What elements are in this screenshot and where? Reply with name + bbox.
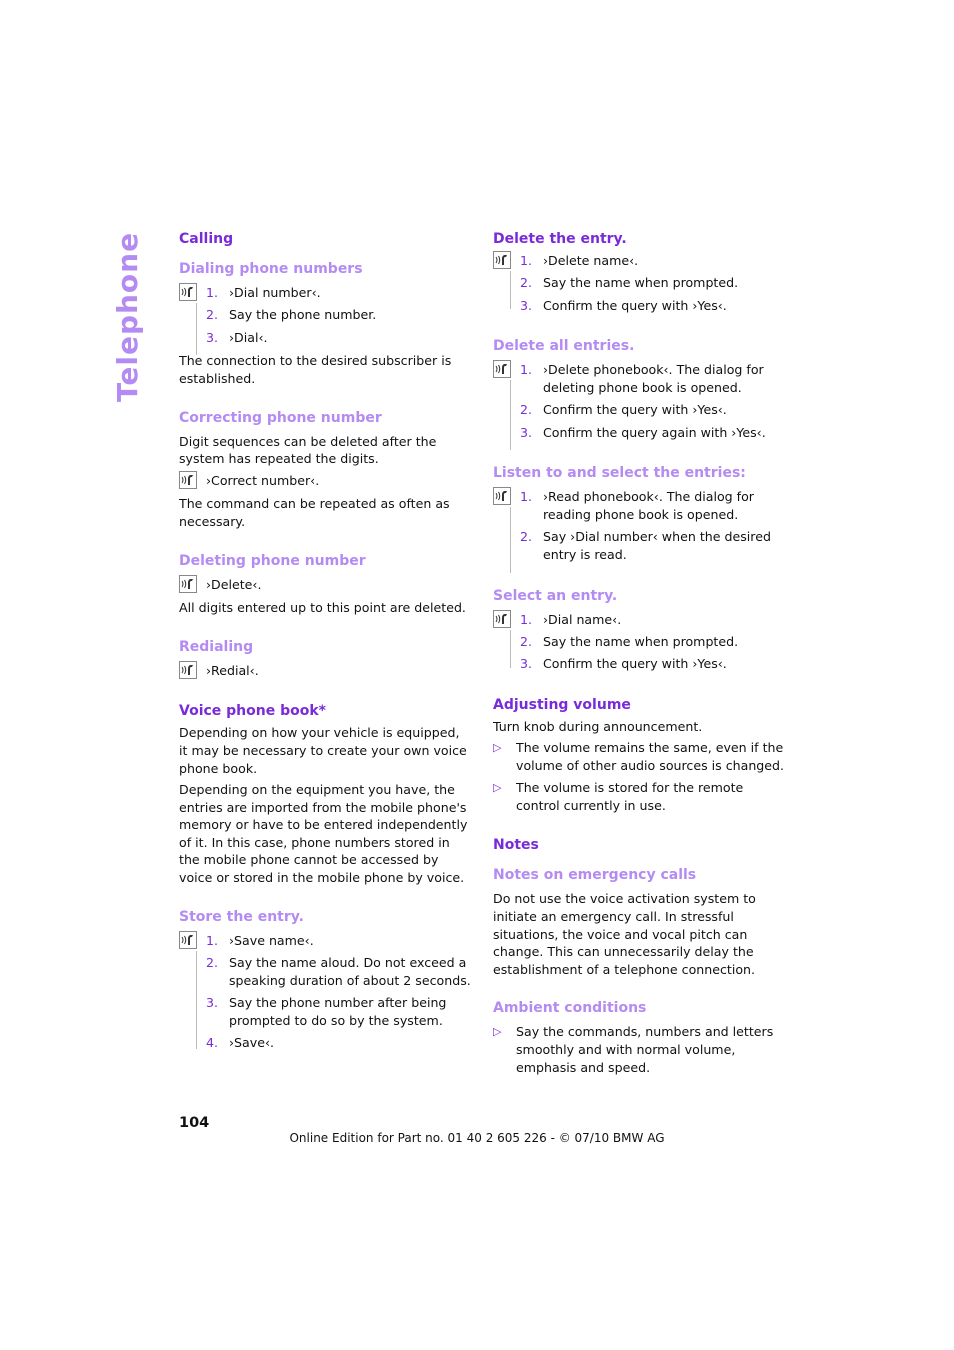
list-item: 3. Say the phone number after being prompted to do so by the system. — [206, 995, 447, 1028]
list-item: 1. ›Delete name‹. — [520, 253, 639, 268]
voice-command-icon — [179, 471, 197, 489]
voice-steps-select — [493, 611, 785, 673]
voice-command-icon — [493, 610, 511, 628]
command-text: ›Delete‹. — [206, 576, 262, 592]
list-item: 3. Confirm the query with ›Yes‹. — [520, 297, 727, 313]
list-item: ▷ Say the commands, numbers and letters smoothly and with normal volume, emphasis and speed. — [493, 1024, 774, 1075]
voice-steps-delete-all — [493, 361, 785, 441]
list-item: 3. Confirm the query with ›Yes‹. — [520, 656, 727, 672]
voice-command-delete — [179, 576, 471, 594]
triangle-bullet-icon: ▷ — [493, 1025, 502, 1039]
bullet-list-ambient — [493, 1023, 785, 1076]
paragraph: Digit sequences can be deleted after the system has repeated the digits. — [179, 433, 437, 467]
list-item: ▷ The volume remains the same, even if the volume of other audio sources is changed. — [493, 740, 785, 774]
voice-command-icon — [493, 251, 511, 269]
section-heading-volume: Adjusting volume — [493, 696, 631, 713]
list-item: 2. Say the phone number. — [206, 307, 377, 323]
list-item: 2. Say the name when prompted. — [520, 275, 739, 291]
side-tab-telephone: Telephone — [111, 231, 144, 402]
list-item: 1. ›Save name‹. — [206, 932, 314, 948]
list-item: 1. ›Dial number‹. — [206, 285, 321, 300]
paragraph: The connection to the desired subscriber is established. — [179, 353, 452, 386]
subheading-store-entry: Store the entry. — [179, 908, 304, 925]
subheading-select-entry: Select an entry. — [493, 587, 618, 604]
list-item: ▷ The volume is stored for the remote control currently in use. — [493, 780, 744, 814]
list-item: 2. Say the name when prompted. — [520, 633, 739, 649]
subheading-emergency: Notes on emergency calls — [493, 867, 697, 884]
section-heading-voice-book: Voice phone book* — [179, 703, 326, 720]
left-column — [179, 230, 471, 1058]
list-item: 1. ›Delete phonebook‹. The dialog for deleting phone book is opened. — [520, 362, 764, 395]
subheading-ambient: Ambient conditions — [493, 1000, 647, 1017]
list-item: 4. ›Save‹. — [206, 1035, 274, 1051]
right-column — [493, 230, 785, 1081]
voice-command-icon — [493, 360, 511, 378]
subheading-delete-all: Delete all entries. — [493, 338, 635, 355]
triangle-bullet-icon: ▷ — [493, 741, 502, 755]
voice-command-icon — [179, 661, 197, 679]
paragraph: Depending on how your vehicle is equipped, it may be necessary to create your own voice phone book. — [179, 725, 467, 776]
voice-steps-delete-entry — [493, 252, 785, 314]
list-item: 1. ›Dial name‹. — [520, 611, 622, 627]
subheading-redialing: Redialing — [179, 638, 254, 655]
list-item: 2. Say ›Dial number‹ when the desired entry is read. — [520, 529, 771, 562]
footer: Online Edition for Part no. 01 40 2 605 226 - © 07/10 BMW AG — [289, 1131, 665, 1145]
voice-command-icon — [493, 487, 511, 505]
list-item: 2. Confirm the query with ›Yes‹. — [520, 402, 727, 418]
list-item: 1. ›Read phonebook‹. The dialog for reading phone book is opened. — [520, 489, 754, 522]
list-item: 2. Say the name aloud. Do not exceed a speaking duration of about 2 seconds. — [206, 955, 471, 988]
command-text: ›Redial‹. — [206, 662, 259, 678]
voice-steps-listen — [493, 488, 785, 563]
bullet-list-volume — [493, 739, 785, 814]
voice-command-redial — [179, 662, 471, 680]
subheading-listen: Listen to and select the entries: — [493, 465, 746, 482]
subheading-deleting: Deleting phone number — [179, 552, 366, 569]
voice-steps-dialing — [179, 284, 471, 346]
triangle-bullet-icon: ▷ — [493, 781, 502, 795]
command-text: ›Correct number‹. — [206, 472, 320, 488]
section-heading-notes: Notes — [493, 837, 539, 854]
paragraph: Turn knob during announcement. — [493, 718, 703, 734]
section-heading-calling: Calling — [179, 231, 234, 247]
voice-command-icon — [179, 931, 197, 949]
voice-command-icon — [179, 575, 197, 593]
voice-steps-store — [179, 932, 471, 1052]
paragraph: Depending on the equipment you have, the entries are imported from the mobile phone's memory or have to be entered independently of it. In this case, phone numbers stored in the mobile phone cannot be accessed by voice or stored in the mobile phone by voice. — [179, 782, 468, 886]
subheading-correcting: Correcting phone number — [179, 409, 382, 426]
list-item: 3. ›Dial‹. — [206, 329, 268, 345]
voice-command-icon — [179, 283, 197, 301]
paragraph: All digits entered up to this point are deleted. — [179, 600, 466, 616]
paragraph: The command can be repeated as often as necessary. — [179, 496, 450, 529]
subheading-dialing: Dialing phone numbers — [179, 261, 363, 277]
page-number: 104 — [179, 1115, 210, 1131]
voice-command-correct — [179, 472, 471, 490]
paragraph: Do not use the voice activation system to initiate an emergency call. In stressful situations, the voice and vocal pitch can change. This can unnecessarily delay the establishment of a telephone connection. — [493, 891, 756, 977]
list-item: 3. Confirm the query again with ›Yes‹. — [520, 424, 766, 440]
subheading-delete-entry: Delete the entry. — [493, 231, 627, 247]
